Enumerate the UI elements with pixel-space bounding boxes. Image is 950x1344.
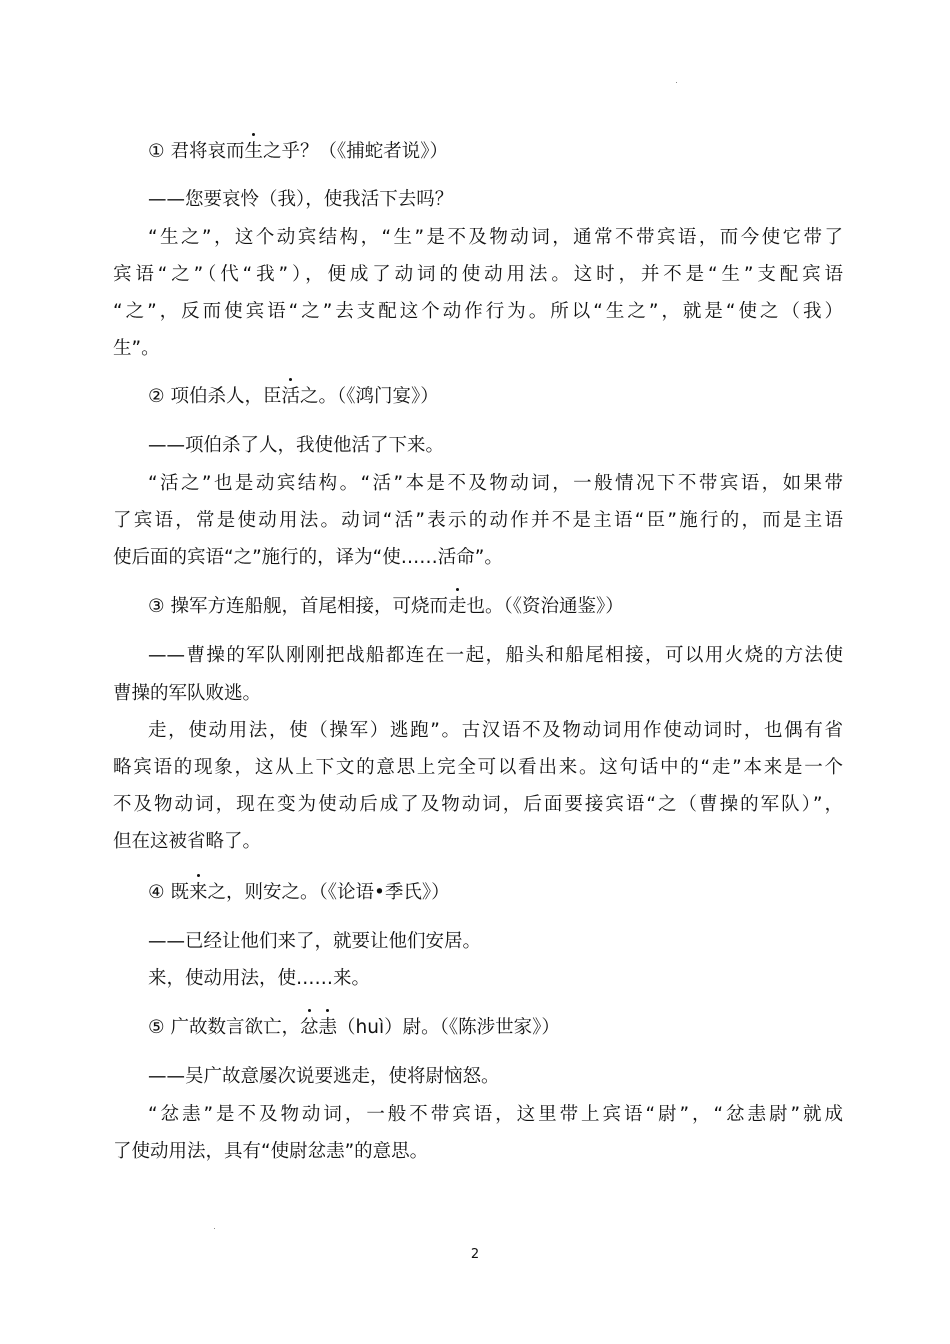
- example-5-sentence: ⑤ 广故数言欲亡，忿恚（huì）尉。（《陈涉世家》）: [148, 1015, 843, 1041]
- example-5-explanation: 了使动用法，具有“使尉忿恚”的意思。: [113, 1141, 429, 1162]
- example-2-explanation: 了宾语，常是使动用法。动词“活”表示的动作并不是主语“臣”施行的，而是主语: [113, 510, 843, 531]
- scan-speck: [214, 1228, 215, 1229]
- example-3-explanation: 走，使动用法，使（操军）逃跑”。古汉语不及物动词用作使动词时，也偶有省: [148, 720, 843, 741]
- example-5-translation: ——吴广故意屡次说要逃走，使将尉恼怒。: [148, 1066, 500, 1087]
- page-number: 2: [470, 1247, 480, 1262]
- example-2-translation: ——项伯杀了人，我使他活了下来。: [148, 435, 445, 456]
- example-3-sentence: ③ 操军方连船舰，首尾相接，可烧而走也。（《资治通鉴》）: [148, 594, 843, 620]
- emphasis-char: 来: [189, 880, 208, 906]
- example-1-translation: ——您要哀怜（我），使我活下去吗？: [148, 189, 454, 210]
- example-3-explanation: 不及物动词，现在变为使动后成了及物动词，后面要接宾语“之（曹操的军队）”，: [113, 794, 843, 815]
- example-5-explanation: “忿恚”是不及物动词，一般不带宾语，这里带上宾语“尉”，“忿恚尉”就成: [148, 1104, 843, 1125]
- example-2-explanation: “活之”也是动宾结构。“活”本是不及物动词，一般情况下不带宾语，如果带: [148, 473, 843, 494]
- example-2-explanation: 使后面的宾语“之”施行的，译为“使……活命”。: [113, 547, 503, 568]
- example-1-explanation: 生”。: [113, 338, 160, 359]
- example-1-explanation: “生之”，这个动宾结构，“生”是不及物动词，通常不带宾语，而今使它带了: [148, 227, 843, 248]
- example-3-translation: ——曹操的军队刚刚把战船都连在一起，船头和船尾相接，可以用火烧的方法使: [148, 645, 843, 666]
- emphasis-char: 活: [281, 384, 300, 410]
- example-4-translation: ——已经让他们来了，就要让他们安居。: [148, 931, 482, 952]
- emphasis-char: 恚: [318, 1015, 337, 1041]
- emphasis-char: 走: [448, 594, 467, 620]
- example-4-explanation: 来，使动用法，使……来。: [148, 968, 371, 989]
- emphasis-char: 忿: [300, 1015, 319, 1041]
- example-1-explanation: 宾语“之”（代“我”），便成了动词的使动用法。这时，并不是“生”支配宾语: [113, 264, 843, 285]
- scan-speck: [676, 82, 677, 83]
- example-3-translation: 曹操的军队败逃。: [113, 683, 262, 704]
- example-3-explanation: 略宾语的现象，这从上下文的意思上完全可以看出来。这句话中的“走”本来是一个: [113, 757, 843, 778]
- example-2-sentence: ② 项伯杀人，臣活之。（《鸿门宴》）: [148, 384, 843, 410]
- example-4-sentence: ④ 既来之，则安之。（《论语•季氏》）: [148, 880, 843, 906]
- example-1-sentence: ① 君将哀而生之乎？（《捕蛇者说》）: [148, 139, 843, 165]
- emphasis-char: 生: [244, 139, 263, 165]
- example-3-explanation: 但在这被省略了。: [113, 831, 262, 852]
- example-1-explanation: “之”，反而使宾语“之”去支配这个动作行为。所以“生之”，就是“使之（我）: [113, 301, 843, 322]
